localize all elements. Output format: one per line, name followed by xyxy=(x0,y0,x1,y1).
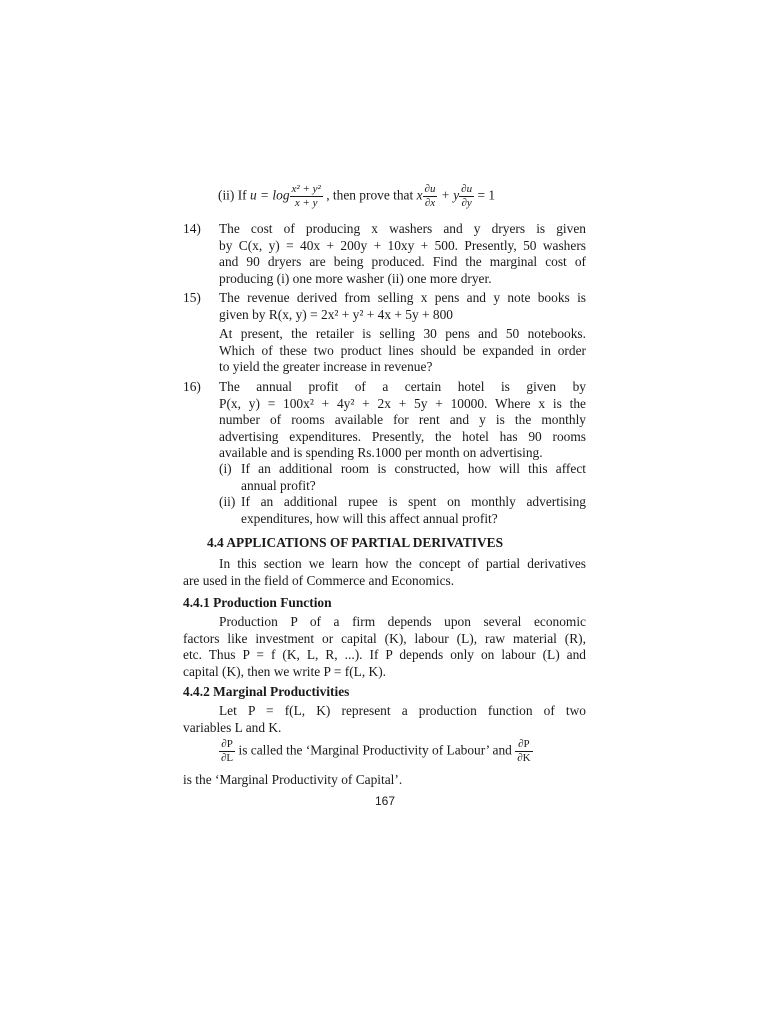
q16-line: available and is spending Rs.1000 per month on advertising. xyxy=(219,445,543,460)
page-number: 167 xyxy=(375,794,396,808)
q15-body xyxy=(219,290,586,323)
section-4-4-1-line: Production P of a firm depends upon several economic xyxy=(219,614,586,629)
section-4-4-1-heading: 4.4.1 Production Function xyxy=(183,595,332,610)
q15-line: The revenue derived from selling x pens and y note books is xyxy=(219,290,586,305)
q16-sub-i-label: (i) xyxy=(219,461,232,476)
q14-body xyxy=(219,221,586,287)
q16-body xyxy=(219,379,586,462)
dp-numerator-1: ∂P xyxy=(219,739,235,752)
section-4-4-2-line: variables L and K. xyxy=(183,719,282,735)
mpl-text: is called the ‘Marginal Productivity of Labour’ and xyxy=(238,742,512,758)
equals-one: = 1 xyxy=(477,187,496,203)
section-4-4-2-line: Let P = f(L, K) represent a production function of two xyxy=(219,703,586,718)
q16-sub-i-line: If an additional room is constructed, how will this affect xyxy=(241,461,586,476)
marginal-productivity-labour-line xyxy=(219,739,533,764)
q15-para2-line: At present, the retailer is selling 30 pens and 50 notebooks. xyxy=(219,326,586,341)
dk-denominator: ∂K xyxy=(517,752,531,764)
u-equals-log: u = log xyxy=(250,187,290,203)
prove-text: , then prove that xyxy=(326,187,414,203)
q15-line: given by R(x, y) = 2x² + y² + 4x + 5y + 800 xyxy=(219,306,453,322)
q16-line: The annual profit of a certain hotel is given by xyxy=(219,379,586,394)
section-4-4-line: are used in the field of Commerce and Economics. xyxy=(183,572,455,588)
q16-sub-i xyxy=(241,461,586,494)
section-4-4-heading: 4.4 APPLICATIONS OF PARTIAL DERIVATIVES xyxy=(207,535,504,550)
log-fraction-numerator: x² + y² xyxy=(291,183,321,195)
x-coefficient: x xyxy=(416,187,423,203)
q16-sub-ii-line: expenditures, how will this affect annual profit? xyxy=(241,510,498,526)
du-dy-fraction xyxy=(459,184,474,209)
q15-para2-line: to yield the greater increase in revenue? xyxy=(219,359,433,374)
q14-line: and 90 dryers are being produced. Find the marginal cost of xyxy=(219,254,586,269)
q16-line: advertising expenditures. Presently, the hotel has 90 rooms xyxy=(219,428,586,444)
q16-sub-ii-label: (ii) xyxy=(219,494,236,509)
q16-sub-ii xyxy=(241,494,586,527)
dl-denominator: ∂L xyxy=(221,752,234,764)
section-4-4-1-line: capital (K), then we write P = f(L, K). xyxy=(183,663,387,679)
dp-dk-fraction xyxy=(515,739,532,764)
du-top-1: ∂u xyxy=(424,183,436,195)
section-4-4-1-text xyxy=(183,614,586,680)
dp-dl-fraction xyxy=(219,739,235,764)
dy-bottom: ∂y xyxy=(461,197,472,209)
q14-number: 14) xyxy=(183,221,201,236)
section-4-4-2-heading: 4.4.2 Marginal Productivities xyxy=(183,684,350,699)
section-4-4-1-line: etc. Thus P = f (K, L, R, ...). If P depends only on labour (L) and xyxy=(183,647,586,662)
q14-line: producing (i) one more washer (ii) one more dryer. xyxy=(219,270,492,286)
q15-para2 xyxy=(219,326,586,376)
section-4-4-1-line: factors like investment or capital (K), labour (L), raw material (R), xyxy=(183,630,586,646)
section-4-4-2-text xyxy=(183,703,586,736)
q16-line: number of rooms available for rent and y is the monthly xyxy=(219,412,586,427)
plus-y: + y xyxy=(440,187,460,203)
q16-line: P(x, y) = 100x² + 4y² + 2x + 5y + 10000. Where x is the xyxy=(219,395,586,411)
q14-line: The cost of producing x washers and y dryers is given xyxy=(219,221,586,236)
q14-line: by C(x, y) = 40x + 200y + 10xy + 500. Presently, 50 washers xyxy=(219,237,586,253)
section-4-4-text xyxy=(183,556,586,589)
log-fraction xyxy=(290,184,323,209)
q15-para2-line: Which of these two product lines should be expanded in order xyxy=(219,342,586,358)
q15-number: 15) xyxy=(183,290,201,305)
q16-sub-ii-line: If an additional rupee is spent on monthly advertising xyxy=(241,494,586,509)
part-ii-equation xyxy=(218,184,495,209)
dx-bottom: ∂x xyxy=(424,197,436,209)
dp-numerator-2: ∂P xyxy=(515,739,532,752)
log-fraction-denominator: x + y xyxy=(294,197,318,209)
du-dx-fraction xyxy=(423,184,438,209)
section-4-4-line: In this section we learn how the concept of partial derivatives xyxy=(219,556,586,571)
q16-sub-i-line: annual profit? xyxy=(241,477,316,493)
part-ii-label: (ii) If xyxy=(218,187,247,203)
du-top-2: ∂u xyxy=(461,183,473,195)
mpc-text: is the ‘Marginal Productivity of Capital’. xyxy=(183,772,403,787)
q16-number: 16) xyxy=(183,379,201,394)
